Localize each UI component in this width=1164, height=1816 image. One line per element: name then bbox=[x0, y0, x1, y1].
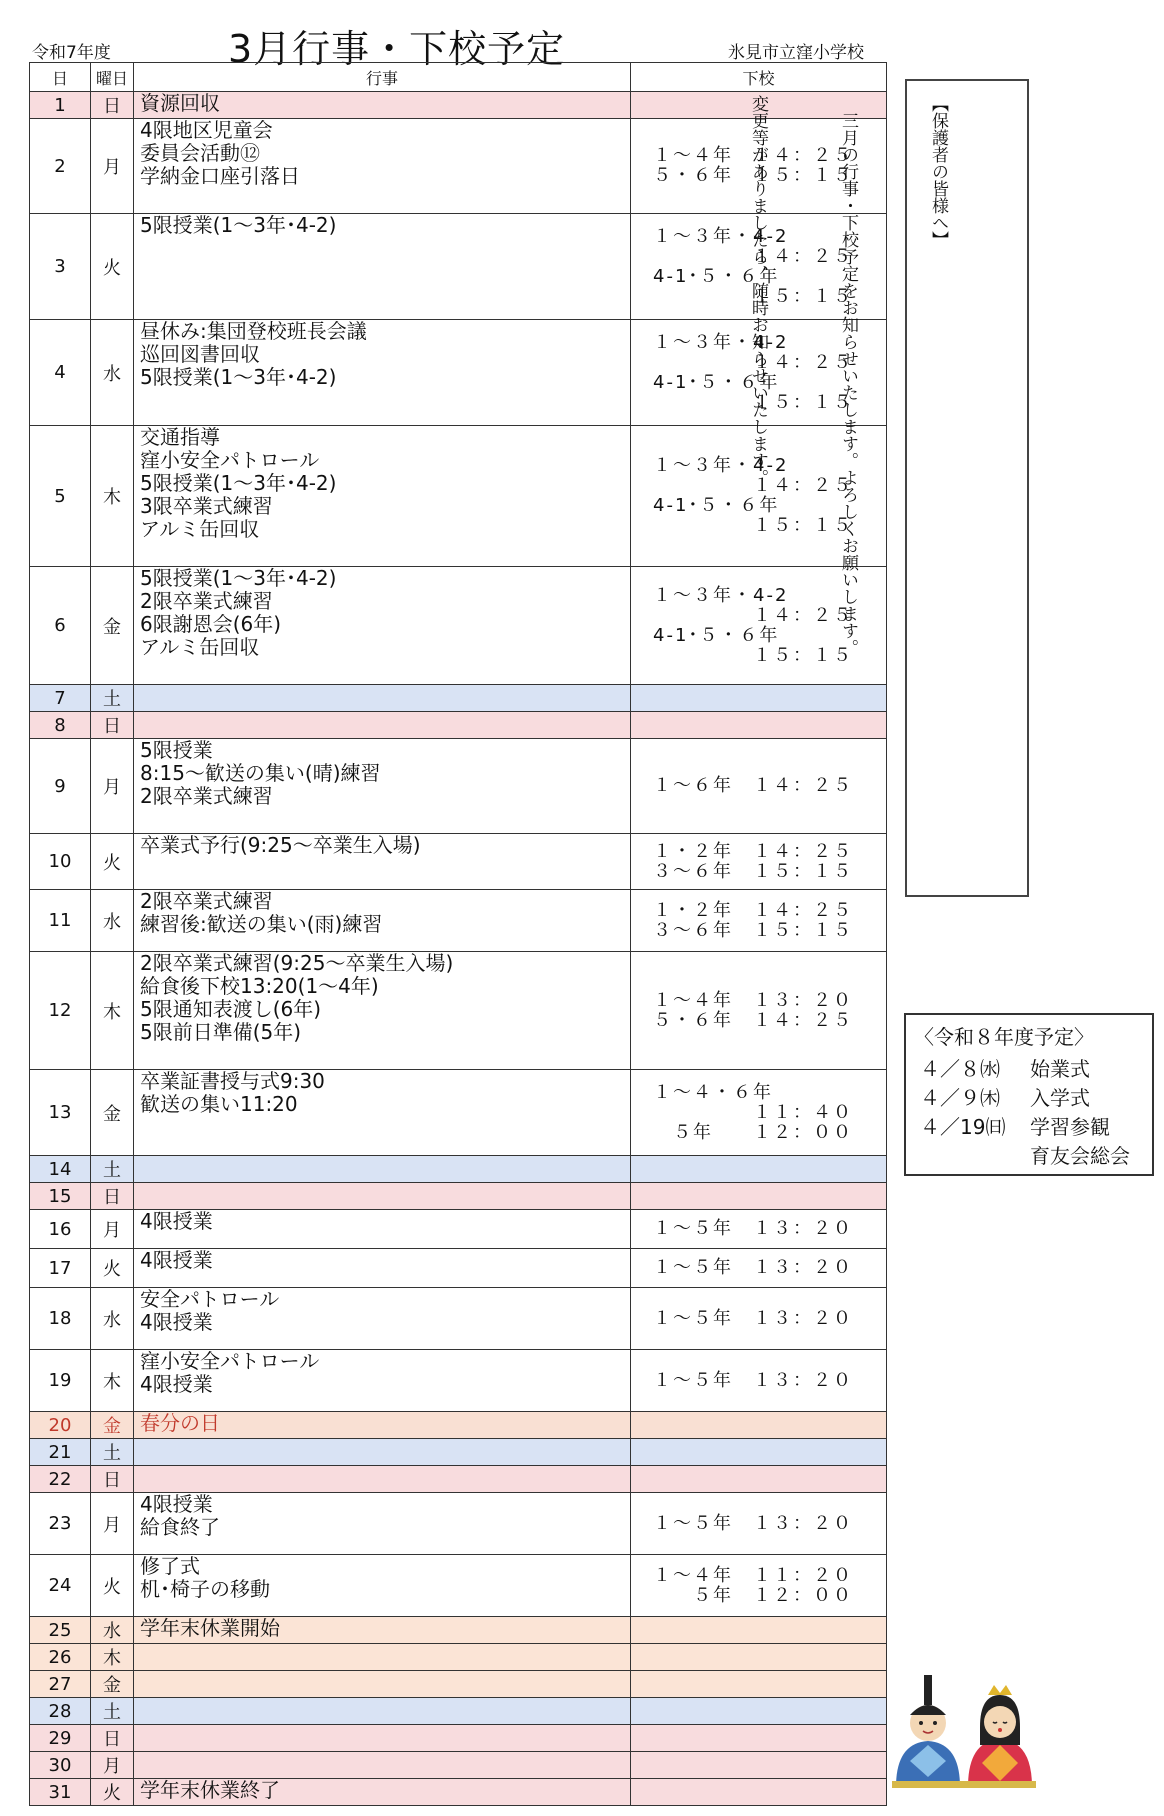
event-line: アルミ缶回収 bbox=[140, 517, 260, 541]
event-line: 4限地区児童会 bbox=[140, 118, 273, 142]
events-cell bbox=[134, 1210, 631, 1249]
table-row bbox=[30, 1555, 887, 1617]
day-cell: 18 bbox=[30, 1288, 91, 1350]
events-cell bbox=[134, 426, 631, 567]
events-cell bbox=[134, 567, 631, 685]
next-year-date: ４／19㈰ bbox=[920, 1115, 1006, 1139]
event-line: 歓送の集い11:20 bbox=[140, 1092, 298, 1116]
event-line: 給食後下校13:20(1～4年) bbox=[140, 974, 379, 998]
event-line: 練習後:歓送の集い(雨)練習 bbox=[140, 912, 383, 936]
event-line: 修了式 bbox=[140, 1554, 200, 1578]
dismissal-cell bbox=[631, 1617, 887, 1644]
weekday-cell: 月 bbox=[91, 1210, 134, 1249]
weekday-cell: 木 bbox=[91, 1350, 134, 1412]
table-row bbox=[30, 1725, 887, 1752]
events-cell bbox=[134, 1698, 631, 1725]
weekday-cell: 水 bbox=[91, 890, 134, 952]
events-cell bbox=[134, 1555, 631, 1617]
next-year-event: 育友会総会 bbox=[1030, 1144, 1130, 1168]
dismissal-line: １・２年 １４：２５ bbox=[653, 840, 853, 862]
dismissal-line: １５：１５ bbox=[653, 644, 853, 666]
day-cell: 22 bbox=[30, 1466, 91, 1493]
weekday-cell: 土 bbox=[91, 685, 134, 712]
weekday-cell: 水 bbox=[91, 320, 134, 426]
event-line: 卒業証書授与式9:30 bbox=[140, 1069, 325, 1093]
dismissal-line: １～５年 １３：２０ bbox=[653, 1218, 853, 1239]
parent-notice-text bbox=[683, 95, 1013, 885]
day-cell: 27 bbox=[30, 1671, 91, 1698]
events-cell bbox=[134, 1183, 631, 1210]
event-line: 巡回図書回収 bbox=[140, 342, 260, 366]
dismissal-line: １５：１５ bbox=[653, 515, 853, 536]
event-line: 2限卒業式練習 bbox=[140, 784, 273, 808]
events-cell bbox=[134, 320, 631, 426]
events-cell bbox=[134, 952, 631, 1070]
table-row bbox=[30, 1752, 887, 1779]
era-year: 令和7年度 bbox=[32, 43, 111, 63]
events-cell bbox=[134, 1493, 631, 1555]
weekday-cell: 土 bbox=[91, 1698, 134, 1725]
weekday-cell: 火 bbox=[91, 214, 134, 320]
events-cell bbox=[134, 1671, 631, 1698]
events-cell bbox=[134, 834, 631, 890]
weekday-cell: 月 bbox=[91, 1752, 134, 1779]
weekday-cell: 木 bbox=[91, 1644, 134, 1671]
events-cell bbox=[134, 214, 631, 320]
table-header-row bbox=[30, 63, 887, 92]
events-cell bbox=[134, 1466, 631, 1493]
dismissal-cell bbox=[631, 1350, 887, 1412]
day-cell: 30 bbox=[30, 1752, 91, 1779]
dismissal-cell bbox=[631, 1288, 887, 1350]
event-line: 5限授業(1～3年･4-2) bbox=[140, 566, 337, 590]
day-cell: 25 bbox=[30, 1617, 91, 1644]
day-cell: 21 bbox=[30, 1439, 91, 1466]
event-line: 机･椅子の移動 bbox=[140, 1577, 270, 1601]
dismissal-line: １～３年・4-2 bbox=[653, 225, 789, 247]
weekday-cell: 金 bbox=[91, 567, 134, 685]
event-line: 2限卒業式練習 bbox=[140, 589, 273, 613]
day-cell: 6 bbox=[30, 567, 91, 685]
events-cell bbox=[134, 1288, 631, 1350]
table-row bbox=[30, 1466, 887, 1493]
day-cell: 26 bbox=[30, 1644, 91, 1671]
events-cell bbox=[134, 92, 631, 119]
dismissal-line: ５年 １２：００ bbox=[653, 1584, 853, 1606]
table-row bbox=[30, 952, 887, 1070]
day-cell: 7 bbox=[30, 685, 91, 712]
table-row bbox=[30, 1617, 887, 1644]
col-header-weekday: 曜日 bbox=[91, 63, 134, 92]
events-cell bbox=[134, 1617, 631, 1644]
event-line: 窪小安全パトロール bbox=[140, 448, 320, 472]
weekday-cell: 月 bbox=[91, 119, 134, 214]
dismissal-line: １５：１５ bbox=[653, 391, 853, 413]
event-line: 学納金口座引落日 bbox=[140, 164, 300, 188]
day-cell: 10 bbox=[30, 834, 91, 890]
dismissal-line: ５・６年 １５：１５ bbox=[653, 165, 853, 186]
dismissal-cell bbox=[631, 1412, 887, 1439]
weekday-cell: 火 bbox=[91, 1249, 134, 1288]
dismissal-cell bbox=[631, 1698, 887, 1725]
events-cell bbox=[134, 1725, 631, 1752]
event-line: 卒業式予行(9:25～卒業生入場) bbox=[140, 833, 421, 857]
weekday-cell: 土 bbox=[91, 1156, 134, 1183]
events-cell bbox=[134, 119, 631, 214]
weekday-cell: 金 bbox=[91, 1070, 134, 1156]
events-cell bbox=[134, 1412, 631, 1439]
next-year-event: 学習参観 bbox=[1030, 1115, 1110, 1139]
event-line: 交通指導 bbox=[140, 425, 220, 449]
notice-line: 三月の行事・下校予定をお知らせいたします。よろしくお願いします。 bbox=[838, 95, 858, 656]
events-cell bbox=[134, 1249, 631, 1288]
dismissal-cell bbox=[631, 1752, 887, 1779]
events-cell bbox=[134, 712, 631, 739]
dismissal-line: １１：４０ bbox=[653, 1101, 853, 1123]
day-cell: 8 bbox=[30, 712, 91, 739]
event-line: 6限謝恩会(6年) bbox=[140, 612, 282, 636]
table-row bbox=[30, 1249, 887, 1288]
dismissal-line: １～４年 １４：２５ bbox=[653, 145, 853, 166]
weekday-cell: 金 bbox=[91, 1412, 134, 1439]
weekday-cell: 日 bbox=[91, 1183, 134, 1210]
dismissal-cell bbox=[631, 1210, 887, 1249]
dismissal-cell bbox=[631, 1725, 887, 1752]
event-line: 学年末休業終了 bbox=[140, 1778, 280, 1802]
day-cell: 19 bbox=[30, 1350, 91, 1412]
dismissal-line: １４：２５ bbox=[653, 245, 853, 267]
col-header-dismissal: 下校 bbox=[631, 63, 887, 92]
weekday-cell: 金 bbox=[91, 1671, 134, 1698]
events-cell bbox=[134, 1779, 631, 1806]
day-cell: 29 bbox=[30, 1725, 91, 1752]
weekday-cell: 火 bbox=[91, 834, 134, 890]
dismissal-line: １４：２５ bbox=[653, 475, 853, 496]
table-row bbox=[30, 1644, 887, 1671]
event-line: 5限授業(1～3年･4-2) bbox=[140, 365, 337, 389]
event-line: 2限卒業式練習 bbox=[140, 889, 273, 913]
dismissal-line: 4-1･５・６年 bbox=[653, 371, 780, 393]
day-cell: 17 bbox=[30, 1249, 91, 1288]
day-cell: 16 bbox=[30, 1210, 91, 1249]
day-cell: 4 bbox=[30, 320, 91, 426]
events-cell bbox=[134, 1439, 631, 1466]
event-line: 春分の日 bbox=[140, 1411, 220, 1435]
day-cell: 31 bbox=[30, 1779, 91, 1806]
dismissal-cell bbox=[631, 1249, 887, 1288]
event-line: 5限通知表渡し(6年) bbox=[140, 997, 322, 1021]
day-cell: 11 bbox=[30, 890, 91, 952]
events-cell bbox=[134, 1350, 631, 1412]
next-year-date: ４／８㈬ bbox=[920, 1057, 1000, 1081]
dismissal-cell bbox=[631, 1779, 887, 1806]
next-year-event: 始業式 bbox=[1030, 1057, 1090, 1081]
next-year-date: ４／９㈭ bbox=[920, 1086, 1000, 1110]
weekday-cell: 木 bbox=[91, 952, 134, 1070]
dismissal-line: 4-1･５・６年 bbox=[653, 624, 780, 646]
event-line: 資源回収 bbox=[140, 91, 220, 115]
dismissal-cell bbox=[631, 952, 887, 1070]
dismissal-cell bbox=[631, 1439, 887, 1466]
weekday-cell: 水 bbox=[91, 1617, 134, 1644]
page-title: 3月行事・下校予定 bbox=[228, 27, 566, 71]
day-cell: 9 bbox=[30, 739, 91, 834]
weekday-cell: 月 bbox=[91, 1493, 134, 1555]
table-row bbox=[30, 1156, 887, 1183]
dismissal-line: 4-1･５・６年 bbox=[653, 495, 780, 516]
school-name: 氷見市立窪小学校 bbox=[728, 43, 864, 63]
dismissal-line: １～４年 １１：２０ bbox=[653, 1564, 853, 1586]
next-year-title: 〈令和８年度予定〉 bbox=[914, 1025, 1094, 1049]
weekday-cell: 日 bbox=[91, 92, 134, 119]
next-year-schedule-box bbox=[904, 1013, 1154, 1176]
next-year-event: 入学式 bbox=[1030, 1086, 1090, 1110]
day-cell: 1 bbox=[30, 92, 91, 119]
dismissal-cell bbox=[631, 1493, 887, 1555]
event-line: 委員会活動⑫ bbox=[140, 141, 260, 165]
day-cell: 5 bbox=[30, 426, 91, 567]
dismissal-cell bbox=[631, 1466, 887, 1493]
dismissal-line: １４：２５ bbox=[653, 351, 853, 373]
weekday-cell: 火 bbox=[91, 1555, 134, 1617]
event-line: 5限授業(1～3年･4-2) bbox=[140, 471, 337, 495]
events-cell bbox=[134, 1070, 631, 1156]
dismissal-line: ３～６年 １５：１５ bbox=[653, 860, 853, 882]
table-row bbox=[30, 1183, 887, 1210]
ohinasama-doll-icon bbox=[964, 1685, 1036, 1788]
dismissal-line: １～６年 １４：２５ bbox=[653, 775, 853, 796]
dismissal-line: １５：１５ bbox=[653, 285, 853, 307]
event-line: アルミ缶回収 bbox=[140, 635, 260, 659]
dismissal-line: １～３年・4-2 bbox=[653, 331, 789, 353]
weekday-cell: 土 bbox=[91, 1439, 134, 1466]
events-cell bbox=[134, 1644, 631, 1671]
day-cell: 3 bbox=[30, 214, 91, 320]
dismissal-cell bbox=[631, 1183, 887, 1210]
event-line: 3限卒業式練習 bbox=[140, 494, 273, 518]
events-cell bbox=[134, 1156, 631, 1183]
dismissal-line: ５年 １２：００ bbox=[653, 1121, 853, 1143]
table-row bbox=[30, 1070, 887, 1156]
table-row bbox=[30, 1288, 887, 1350]
event-line: 4限授業 bbox=[140, 1310, 213, 1334]
day-cell: 15 bbox=[30, 1183, 91, 1210]
table-row bbox=[30, 1779, 887, 1806]
next-year-item bbox=[920, 1111, 1110, 1140]
table-row bbox=[30, 1493, 887, 1555]
day-cell: 2 bbox=[30, 119, 91, 214]
event-line: 5限授業 bbox=[140, 738, 213, 762]
weekday-cell: 水 bbox=[91, 1288, 134, 1350]
weekday-cell: 火 bbox=[91, 1779, 134, 1806]
dismissal-line: １～５年 １３：２０ bbox=[653, 1307, 853, 1329]
next-year-item bbox=[920, 1140, 1130, 1169]
odairisama-doll-icon bbox=[892, 1675, 964, 1788]
dismissal-cell bbox=[631, 1156, 887, 1183]
event-line: 8:15～歓送の集い(晴)練習 bbox=[140, 761, 381, 785]
day-cell: 20 bbox=[30, 1412, 91, 1439]
dismissal-line: １～３年・4-2 bbox=[653, 455, 789, 476]
dismissal-line: ５・６年 １４：２５ bbox=[653, 1009, 853, 1031]
day-cell: 13 bbox=[30, 1070, 91, 1156]
dismissal-cell bbox=[631, 1070, 887, 1156]
day-cell: 28 bbox=[30, 1698, 91, 1725]
dismissal-cell bbox=[631, 1671, 887, 1698]
events-cell bbox=[134, 890, 631, 952]
dismissal-line: １～５年 １３：２０ bbox=[653, 1257, 853, 1278]
event-line: 窪小安全パトロール bbox=[140, 1349, 320, 1373]
table-row bbox=[30, 1210, 887, 1249]
weekday-cell: 木 bbox=[91, 426, 134, 567]
table-row bbox=[30, 1671, 887, 1698]
dismissal-line: １～４年 １３：２０ bbox=[653, 989, 853, 1011]
dismissal-line: １・２年 １４：２５ bbox=[653, 899, 853, 921]
dismissal-line: ３～６年 １５：１５ bbox=[653, 919, 853, 941]
col-header-day: 日 bbox=[30, 63, 91, 92]
event-line: 4限授業 bbox=[140, 1372, 213, 1396]
next-year-item bbox=[920, 1053, 1090, 1082]
weekday-cell: 日 bbox=[91, 1466, 134, 1493]
event-line: 安全パトロール bbox=[140, 1287, 280, 1311]
table-row bbox=[30, 1412, 887, 1439]
dismissal-line: １４：２５ bbox=[653, 604, 853, 626]
event-line: 学年末休業開始 bbox=[140, 1616, 280, 1640]
table-row bbox=[30, 1350, 887, 1412]
table-row bbox=[30, 1439, 887, 1466]
event-line: 4限授業 bbox=[140, 1209, 213, 1233]
hina-doll-illustration bbox=[888, 1665, 1038, 1790]
weekday-cell: 日 bbox=[91, 1725, 134, 1752]
event-line: 5限授業(1～3年･4-2) bbox=[140, 213, 337, 237]
weekday-cell: 月 bbox=[91, 739, 134, 834]
table-row bbox=[30, 1698, 887, 1725]
event-line: 5限前日準備(5年) bbox=[140, 1020, 302, 1044]
events-cell bbox=[134, 685, 631, 712]
events-cell bbox=[134, 1752, 631, 1779]
day-cell: 12 bbox=[30, 952, 91, 1070]
event-line: 昼休み:集団登校班長会議 bbox=[140, 319, 367, 343]
dismissal-line: １～３年・4-2 bbox=[653, 584, 789, 606]
events-cell bbox=[134, 739, 631, 834]
event-line: 2限卒業式練習(9:25～卒業生入場) bbox=[140, 951, 454, 975]
dismissal-cell bbox=[631, 1555, 887, 1617]
dismissal-line: １～５年 １３：２０ bbox=[653, 1369, 853, 1391]
dismissal-cell bbox=[631, 890, 887, 952]
day-cell: 14 bbox=[30, 1156, 91, 1183]
table-row bbox=[30, 890, 887, 952]
notice-line: 変更等がありましたら、随時お知らせいたします。 bbox=[748, 95, 768, 486]
dismissal-line: １～５年 １３：２０ bbox=[653, 1512, 853, 1534]
dismissal-line: 4-1･５・６年 bbox=[653, 265, 780, 287]
event-line: 4限授業 bbox=[140, 1492, 213, 1516]
day-cell: 24 bbox=[30, 1555, 91, 1617]
col-header-events: 行事 bbox=[134, 63, 631, 92]
dismissal-line: １～４・６年 bbox=[653, 1081, 773, 1103]
dismissal-cell bbox=[631, 1644, 887, 1671]
day-cell: 23 bbox=[30, 1493, 91, 1555]
event-line: 4限授業 bbox=[140, 1248, 213, 1272]
notice-line: 【保護者の皆様へ】 bbox=[928, 95, 948, 248]
event-line: 給食終了 bbox=[140, 1515, 220, 1539]
next-year-item bbox=[920, 1082, 1090, 1111]
weekday-cell: 日 bbox=[91, 712, 134, 739]
